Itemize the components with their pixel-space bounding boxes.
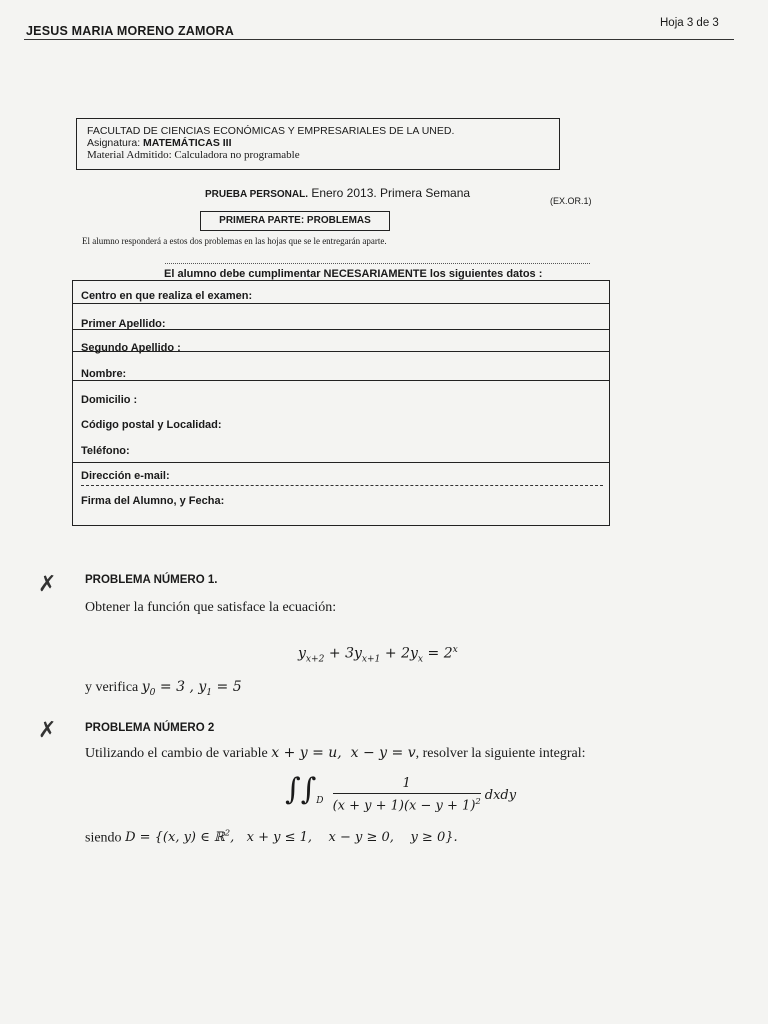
integral-sign: ∫∫	[285, 772, 317, 807]
subject-label: Asignatura:	[87, 137, 141, 149]
differentials: dxdy	[484, 788, 517, 803]
field-telefono: Teléfono:	[81, 445, 130, 457]
subject-line	[87, 137, 549, 149]
check-mark-icon: ✗	[38, 718, 57, 743]
integrand-fraction	[333, 776, 481, 813]
exam-title-rest: Enero 2013. Primera Semana	[311, 186, 471, 200]
row-divider	[73, 329, 609, 330]
domain-set: D = {(x, y) ∈ ℝ$^2$, x + y ≤ 1, x − y ≥ 0, y ≥ 0}.	[125, 828, 458, 846]
problem2-statement	[85, 745, 586, 762]
problem2-title: PROBLEMA NÚMERO 2	[85, 722, 215, 734]
field-segundo-apellido: Segundo Apellido :	[81, 342, 181, 354]
double-integral: $\int\int_D$ $\frac{1}{(x + y + 1)(x - y + 1)^2}$ dxdy	[285, 772, 517, 814]
problem1-title: PROBLEMA NÚMERO 1.	[85, 574, 218, 586]
part-box: PRIMERA PARTE: PROBLEMAS	[200, 211, 390, 231]
header-rule	[24, 39, 734, 40]
check-mark-icon: ✗	[38, 572, 57, 597]
row-divider	[73, 351, 609, 352]
faculty-box	[76, 118, 560, 170]
field-nombre: Nombre:	[81, 368, 127, 380]
dotted-rule	[165, 263, 590, 264]
form-heading-pre: El alumno debe cumplimentar	[164, 268, 321, 280]
domain-definition	[85, 828, 458, 846]
instruction-text: El alumno responderá a estos dos problemas en las hojas que se le entregarán aparte.	[82, 236, 387, 246]
row-divider	[73, 303, 609, 304]
faculty-name: FACULTAD DE CIENCIAS ECONÓMICAS Y EMPRESARIALES DE LA UNED.	[87, 125, 455, 137]
row-divider	[73, 380, 609, 381]
exam-title-bold: PRUEBA PERSONAL.	[205, 189, 308, 200]
author-name: JESUS MARIA MORENO ZAMORA	[26, 24, 235, 38]
field-centro: Centro en que realiza el examen:	[81, 290, 253, 302]
field-firma: Firma del Alumno, y Fecha:	[81, 495, 225, 507]
form-heading-emph: NECESARIAMENTE	[323, 268, 427, 280]
statement-post: , resolver la siguiente integral:	[415, 746, 586, 761]
allowed-material: Material Admitido: Calculadora no programable	[87, 149, 300, 161]
field-codigo-postal: Código postal y Localidad:	[81, 419, 222, 431]
field-primer-apellido: Primer Apellido:	[81, 318, 166, 330]
exam-title	[205, 186, 470, 200]
variable-change: x + y = u, x − y = v	[271, 745, 416, 761]
exam-code: (EX.OR.1)	[550, 196, 592, 206]
problem1-initial-conditions	[85, 679, 242, 698]
fraction-numerator: 1	[333, 776, 481, 794]
form-heading-post: los siguientes datos :	[429, 268, 543, 280]
field-email: Dirección e-mail:	[81, 470, 170, 482]
where-text: siendo	[85, 830, 122, 846]
fraction-denominator: $(x + y + 1)(x - y + 1)^2$	[332, 795, 481, 814]
row-divider	[73, 462, 609, 463]
recurrence-equation: $y_{x+2} + 3y_{x+1} + 2y_x = 2^x$	[298, 645, 458, 665]
field-domicilio: Domicilio :	[81, 394, 138, 406]
statement-pre: Utilizando el cambio de variable	[85, 746, 268, 761]
form-heading	[164, 268, 542, 280]
initial-values: $y_0 = 3$ , $y_1 = 5$	[141, 679, 242, 698]
problem1-statement: Obtener la función que satisface la ecuación:	[85, 600, 337, 615]
dashed-divider	[81, 485, 603, 486]
verify-text: y verifica	[85, 680, 139, 695]
subject-value: MATEMÁTICAS III	[143, 137, 232, 149]
student-data-form	[72, 280, 610, 526]
sheet-number: Hoja 3 de 3	[660, 17, 719, 29]
